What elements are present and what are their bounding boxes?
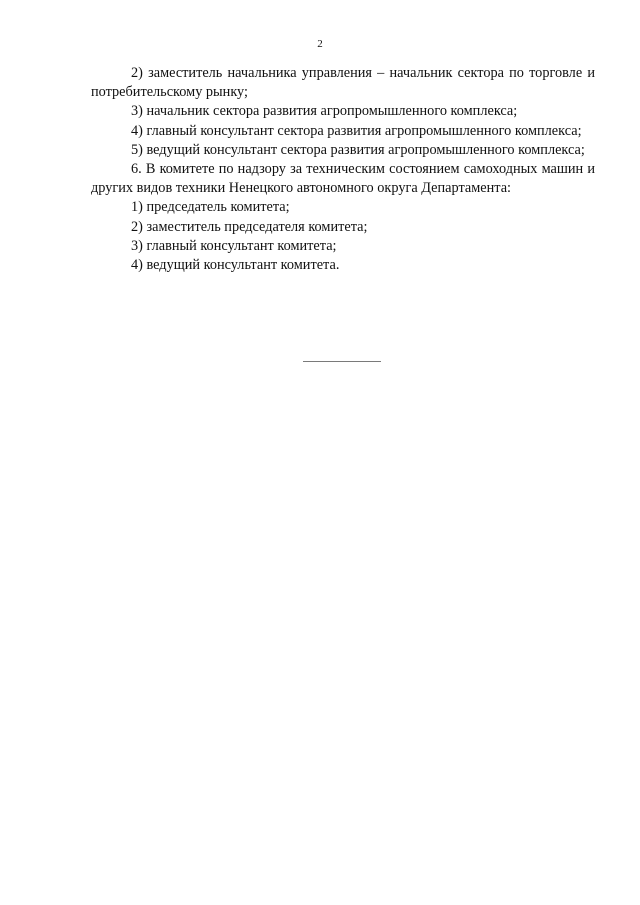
list-item: 2) заместитель председателя комитета; (131, 218, 368, 235)
end-separator-line (303, 361, 381, 362)
list-item: 5) ведущий консультант сектора развития агропромышленного комплекса; (131, 141, 585, 158)
list-item: 4) ведущий консультант комитета. (131, 257, 340, 274)
list-item: 4) главный консультант сектора развития агропромышленного комплекса; (131, 122, 582, 139)
document-body (91, 64, 595, 275)
list-item: 3) начальник сектора развития агропромышленного комплекса; (131, 103, 518, 120)
section-heading-paragraph: 6. В комитете по надзору за техническим состоянием самоходных машин и других видов техники Ненецкого автономного округа Департамента: (91, 161, 595, 197)
list-item: 2) заместитель начальника управления – начальник сектора по торговле и потребительскому рынку; (91, 65, 595, 101)
list-item: 3) главный консультант комитета; (131, 237, 337, 254)
page-number: 2 (317, 38, 323, 50)
list-item: 1) председатель комитета; (131, 199, 290, 216)
